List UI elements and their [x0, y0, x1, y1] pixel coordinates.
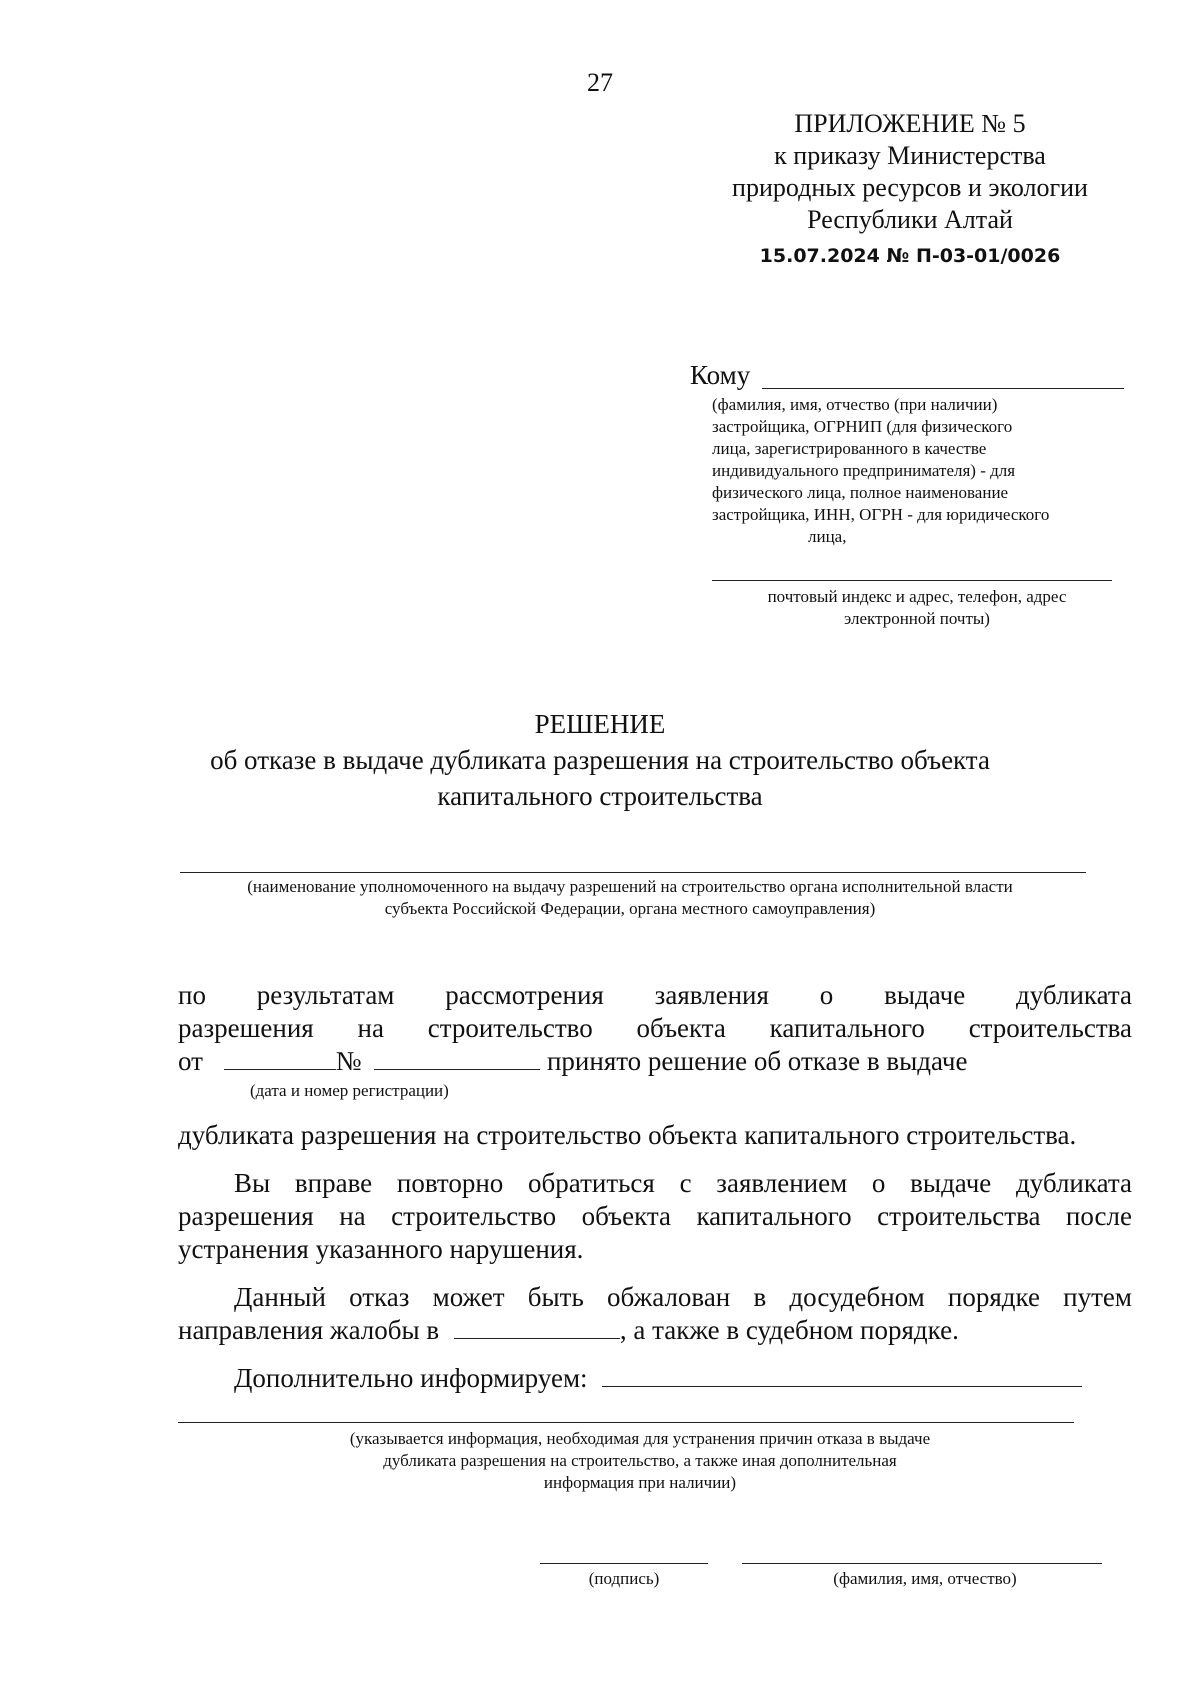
address-hint — [712, 586, 1122, 630]
appendix-line-3: Республики Алтай — [807, 205, 1013, 234]
signature-line[interactable] — [540, 1563, 708, 1564]
addressee-hint-line: застройщика, ИНН, ОГРН - для юридического — [712, 505, 1050, 524]
decision-heading: РЕШЕНИЕ — [534, 709, 666, 739]
addressee-hint-line: лица, — [808, 527, 847, 546]
signature-label: (подпись) — [588, 1569, 660, 1588]
additional-info-line[interactable] — [178, 1422, 1074, 1423]
additional-info-hint — [200, 1428, 1080, 1494]
date-field[interactable] — [224, 1047, 336, 1070]
paragraph-1-line-3 — [178, 1044, 1132, 1078]
additional-info-field[interactable] — [602, 1364, 1082, 1387]
full-name-line[interactable] — [742, 1563, 1102, 1564]
appendix-line-2: природных ресурсов и экологии — [732, 173, 1088, 202]
addressee-name-line[interactable] — [762, 388, 1124, 389]
addressee-label: Кому — [690, 360, 751, 390]
page-number: 27 — [587, 68, 613, 97]
paragraph-2-line-3: устранения указанного нарушения. — [178, 1234, 584, 1264]
paragraph-1-line-1: по результатам рассмотрения заявления о выдаче дубликата — [178, 980, 1132, 1010]
number-field[interactable] — [374, 1047, 540, 1070]
authority-line[interactable] — [180, 872, 1086, 873]
appendix-header — [700, 108, 1120, 272]
addressee-hint — [712, 394, 1132, 548]
full-name-label: (фамилия, имя, отчество) — [833, 1569, 1017, 1588]
decision-subtitle-2: капитального строительства — [437, 781, 763, 811]
paragraph-3-line-1: Данный отказ может быть обжалован в досудебном порядке путем — [234, 1282, 1132, 1312]
paragraph-2-line-1: Вы вправе повторно обратиться с заявлением о выдаче дубликата — [234, 1168, 1132, 1198]
addressee-hint-line: застройщика, ОГРНИП (для физического — [712, 417, 1013, 436]
from-label: от — [178, 1046, 203, 1076]
decision-title — [150, 706, 1050, 814]
address-hint-line: электронной почты) — [844, 609, 990, 628]
additional-hint-line: (указывается информация, необходимая для устранения причин отказа в выдаче — [349, 1429, 931, 1448]
order-reference: 15.07.2024 № П-03-01/0026 — [759, 245, 1061, 267]
complaint-text-end: , а также в судебном порядке. — [619, 1315, 959, 1345]
paragraph-1-line-4: дубликата разрешения на строительство объекта капитального строительства. — [178, 1120, 1077, 1150]
date-number-hint: (дата и номер регистрации) — [250, 1081, 449, 1100]
authority-hint-line: (наименование уполномоченного на выдачу разрешений на строительство органа исполнительной власти — [247, 877, 1013, 896]
additional-hint-line: информация при наличии) — [543, 1473, 737, 1492]
paragraph-3-line-2 — [178, 1313, 1132, 1347]
addressee-hint-line: лица, зарегистрированного в качестве — [712, 439, 987, 458]
addressee-hint-line: индивидуального предпринимателя) - для — [712, 461, 1016, 480]
paragraph-1-line-2: разрешения на строительство объекта капитального строительства — [178, 1013, 1132, 1043]
decision-text: принято решение об отказе в выдаче — [546, 1046, 968, 1076]
paragraph-4 — [234, 1361, 1132, 1395]
addressee-address-line[interactable] — [712, 580, 1112, 581]
appendix-line-1: к приказу Министерства — [774, 141, 1046, 170]
complaint-authority-field[interactable] — [454, 1316, 620, 1339]
authority-hint-line: субъекта Российской Федерации, органа местного самоуправления) — [384, 899, 876, 918]
decision-subtitle-1: об отказе в выдаче дубликата разрешения на строительство объекта — [210, 745, 990, 775]
addressee-hint-line: (фамилия, имя, отчество (при наличии) — [712, 395, 998, 414]
authority-hint — [150, 876, 1110, 920]
additional-info-label: Дополнительно информируем: — [234, 1363, 588, 1393]
addressee-hint-line: физического лица, полное наименование — [712, 483, 1009, 502]
appendix-title: ПРИЛОЖЕНИЕ № 5 — [794, 109, 1026, 138]
address-hint-line: почтовый индекс и адрес, телефон, адрес — [767, 587, 1067, 606]
complaint-text: направления жалобы в — [178, 1315, 440, 1345]
paragraph-2-line-2: разрешения на строительство объекта капитального строительства после — [178, 1201, 1132, 1231]
additional-hint-line: дубликата разрешения на строительство, а также иная дополнительная — [383, 1451, 897, 1470]
number-sign: № — [335, 1046, 362, 1076]
